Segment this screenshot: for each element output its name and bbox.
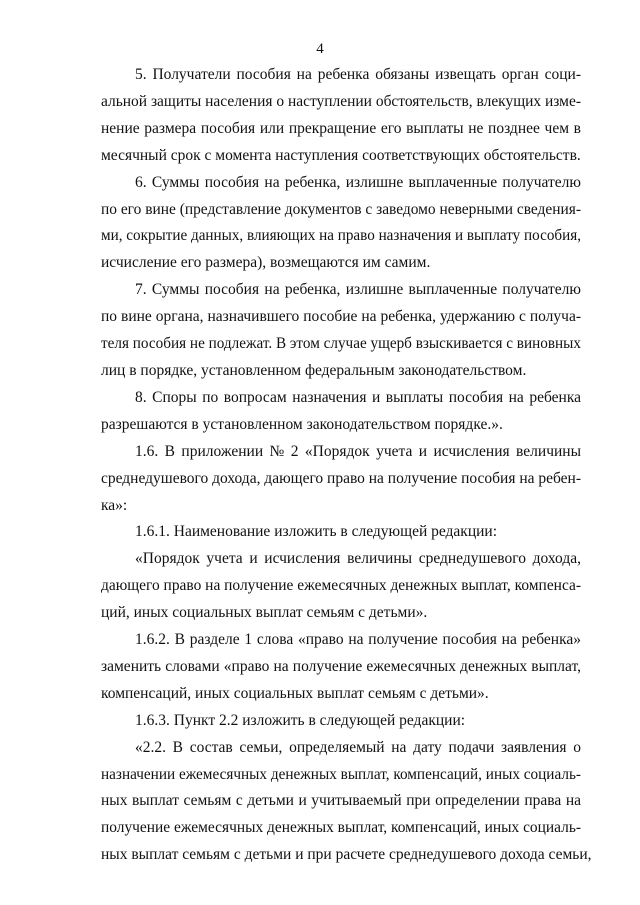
paragraph-line: исчисление его размера), возмещаются им самим.	[101, 254, 431, 272]
document-body	[101, 62, 592, 869]
paragraph-first-line: 8. Споры по вопросам назначения и выплаты пособия на ребенка	[135, 388, 581, 406]
paragraph-first-line: 1.6. В приложении № 2 «Порядок учета и исчисления величины	[135, 442, 581, 460]
paragraph-first-line: 7. Суммы пособия на ребенка, излишне выплаченные получателю	[135, 281, 581, 299]
paragraph-line: компенсаций, иных социальных выплат семьям с детьми».	[101, 684, 489, 702]
paragraph-line: ных выплат семьям с детьми и при расчете среднедушевого дохода семьи,	[101, 846, 592, 864]
paragraph-line: ных выплат семьям с детьми и учитываемый при определении права на	[101, 792, 581, 810]
paragraph-line: дающего право на получение ежемесячных денежных выплат, компенса-	[101, 577, 581, 595]
paragraph-line: лиц в порядке, установленном федеральным законодательством.	[101, 361, 527, 379]
paragraph-line: заменить словами «право на получение ежемесячных денежных выплат,	[101, 657, 581, 675]
paragraph-first-line: 5. Получатели пособия на ребенка обязаны извещать орган соци-	[135, 66, 581, 83]
paragraph-first-line: 1.6.1. Наименование изложить в следующей редакции:	[135, 523, 498, 541]
paragraph-line: ми, сокрытие данных, влияющих на право назначения и выплату пособия,	[101, 227, 581, 245]
paragraph-line: месячный срок с момента наступления соответствующих обстоятельств.	[101, 146, 581, 164]
paragraph-line: по его вине (представление документов с заведомо неверными сведения-	[101, 200, 581, 218]
paragraph-line: среднедушевого дохода, дающего право на получение пособия на ребен-	[101, 469, 581, 487]
paragraph-line: назначении ежемесячных денежных выплат, компенсаций, иных социаль-	[101, 765, 581, 783]
paragraph-line: разрешаются в установленном законодательством порядке.».	[101, 415, 503, 433]
paragraph-line: получение ежемесячных денежных выплат, компенсаций, иных социаль-	[101, 819, 581, 837]
paragraph-first-line: 1.6.3. Пункт 2.2 изложить в следующей редакции:	[135, 711, 466, 729]
paragraph-line: по вине органа, назначившего пособие на ребенка, удержанию с получа-	[101, 308, 581, 326]
paragraph-line: нение размера пособия или прекращение его выплаты не позднее чем в	[101, 119, 581, 137]
paragraph-line: ций, иных социальных выплат семьям с детьми».	[101, 604, 428, 622]
paragraph-line: ка»:	[101, 496, 128, 514]
paragraph-line: альной защиты населения о наступлении обстоятельств, влекущих изме-	[101, 92, 581, 110]
paragraph-first-line: 1.6.2. В разделе 1 слова «право на получение пособия на ребенка»	[135, 631, 581, 649]
page-number: 4	[316, 41, 324, 57]
paragraph-first-line: «2.2. В состав семьи, определяемый на дату подачи заявления о	[135, 738, 581, 756]
paragraph-first-line: 6. Суммы пособия на ребенка, излишне выплаченные получателю	[135, 173, 581, 191]
paragraph-first-line: «Порядок учета и исчисления величины среднедушевого дохода,	[135, 550, 581, 568]
paragraph-line: теля пособия не подлежат. В этом случае ущерб взыскивается с виновных	[101, 335, 581, 353]
